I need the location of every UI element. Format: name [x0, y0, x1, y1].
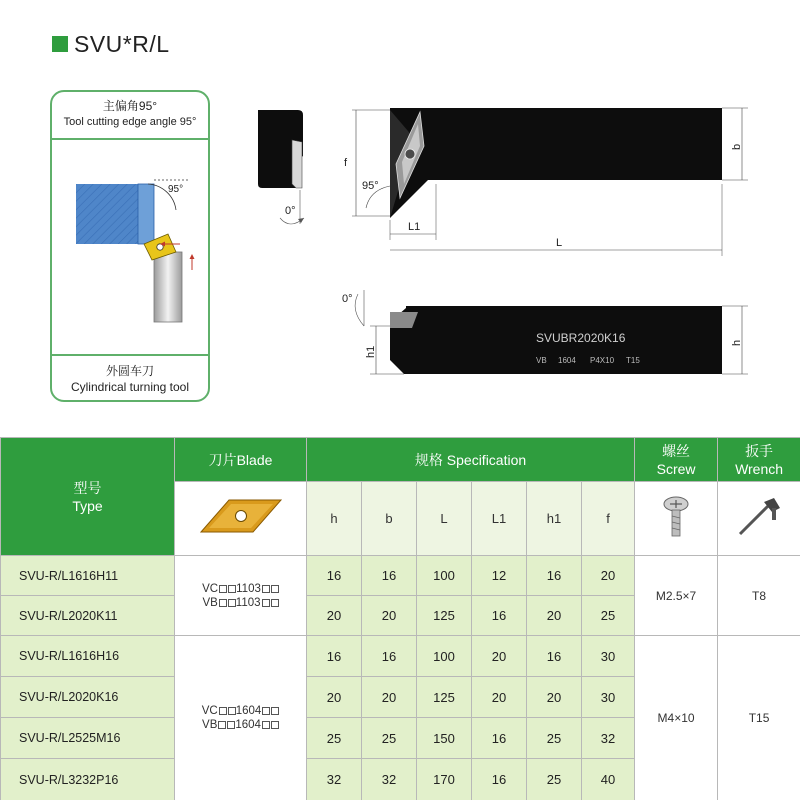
- cell-h: 16: [307, 556, 362, 596]
- wrench-icon: [734, 494, 784, 540]
- holder-engraving-screw: P4X10: [590, 356, 615, 365]
- angle-card: [50, 90, 210, 402]
- cell-f: 30: [582, 636, 635, 677]
- type-header-en: Type: [72, 497, 103, 514]
- technical-drawing: [240, 90, 770, 400]
- blade-header: 刀片Blade: [175, 438, 307, 482]
- dim-L-label: L: [556, 237, 563, 249]
- cell-h: 25: [307, 718, 362, 759]
- blade-vc-prefix: VC: [201, 705, 218, 717]
- cell-L: 125: [417, 596, 472, 636]
- cell-f: 25: [582, 596, 635, 636]
- cell-h1: 16: [527, 556, 582, 596]
- cell-f: 40: [582, 759, 635, 800]
- cell-f: 20: [582, 556, 635, 596]
- dim-header-L1: L1: [472, 482, 527, 556]
- cell-b: 16: [362, 636, 417, 677]
- side-angle-0-label: 0°: [342, 293, 353, 305]
- cell-h1: 25: [527, 759, 582, 800]
- row-type: SVU-R/L1616H16: [1, 636, 175, 677]
- cell-L: 100: [417, 556, 472, 596]
- cell-h1: 16: [527, 636, 582, 677]
- cell-b: 25: [362, 718, 417, 759]
- wrench-header: [718, 438, 800, 482]
- dim-header-f: f: [582, 482, 635, 556]
- blade-vb-code: 1103: [235, 596, 261, 609]
- cell-L: 170: [417, 759, 472, 800]
- holder-engraving-vb: VB: [536, 356, 547, 365]
- angle-label-en: Tool cutting edge angle 95°: [63, 116, 197, 128]
- cell-b: 20: [362, 677, 417, 718]
- cell-b: 20: [362, 596, 417, 636]
- title-text: SVU*R/L: [74, 30, 170, 57]
- spec-header: 规格 Specification: [307, 438, 635, 482]
- tool-type-cn: 外圆车刀: [105, 364, 154, 378]
- insert-icon: [195, 494, 287, 540]
- dim-h-label: h: [731, 339, 743, 346]
- cell-h1: 20: [527, 596, 582, 636]
- cell-h: 20: [307, 596, 362, 636]
- spec-table: [0, 437, 800, 800]
- holder-engraving: SVUBR2020K16: [536, 331, 626, 345]
- cell-b: 16: [362, 556, 417, 596]
- blade-vc-code: 1103: [236, 582, 261, 595]
- angle-card-footer: [52, 354, 208, 402]
- screw-group-2: M4×10: [635, 636, 718, 800]
- angle-95-label: 95°: [168, 184, 184, 195]
- cell-h1: 25: [527, 718, 582, 759]
- screw-image-cell: [635, 482, 718, 556]
- screw-icon: [656, 494, 696, 540]
- dim-b-label: b: [731, 143, 743, 150]
- row-type: SVU-R/L1616H11: [1, 556, 175, 596]
- holder-engraving-code: 1604: [558, 356, 576, 365]
- cell-L: 125: [417, 677, 472, 718]
- cell-h: 32: [307, 759, 362, 800]
- cell-L1: 20: [472, 636, 527, 677]
- row-type: SVU-R/L3232P16: [1, 759, 175, 800]
- cell-b: 32: [362, 759, 417, 800]
- cell-f: 32: [582, 718, 635, 759]
- type-header: [1, 438, 175, 556]
- cell-h: 20: [307, 677, 362, 718]
- wrench-group-1: T8: [718, 556, 800, 636]
- dim-f-label: f: [344, 157, 348, 169]
- blade-group-1: [175, 556, 307, 636]
- cell-h1: 20: [527, 677, 582, 718]
- top-view-holder-shape: [390, 108, 722, 218]
- cell-L1: 16: [472, 596, 527, 636]
- screw-group-1: M2.5×7: [635, 556, 718, 636]
- title-marker: [52, 36, 68, 52]
- table-row: [1, 556, 800, 596]
- page-title: [52, 30, 170, 58]
- dim-L1-label: L1: [408, 221, 421, 233]
- type-header-cn: 型号: [73, 479, 102, 496]
- drawing-angle-95-label: 95°: [362, 180, 379, 192]
- cell-L: 100: [417, 636, 472, 677]
- front-angle-0-label: 0°: [285, 205, 296, 217]
- cell-f: 30: [582, 677, 635, 718]
- blade-vc-prefix: VC: [202, 582, 219, 595]
- tool-type-en: Cylindrical turning tool: [70, 380, 190, 394]
- blade-line-vc: [175, 582, 306, 596]
- blade-vb-prefix: VB: [202, 596, 218, 609]
- row-type: SVU-R/L2020K11: [1, 596, 175, 636]
- turning-diagram: [52, 140, 210, 354]
- row-type: SVU-R/L2525M16: [1, 718, 175, 759]
- screw-header-cn: 螺丝: [662, 442, 691, 459]
- dim-h1-label: h1: [365, 345, 377, 358]
- blade-line-vb: [175, 718, 306, 732]
- screw-header-en: Screw: [656, 460, 696, 477]
- holder-engraving-wrench: T15: [626, 356, 640, 365]
- blade-vb-code: 1604: [235, 719, 261, 731]
- blade-line-vb: [175, 596, 306, 610]
- dim-header-h1: h1: [527, 482, 582, 556]
- cell-h: 16: [307, 636, 362, 677]
- screw-header: [635, 438, 718, 482]
- blade-group-2: [175, 636, 307, 800]
- wrench-group-2: T15: [718, 636, 800, 800]
- wrench-header-en: Wrench: [735, 460, 784, 477]
- blade-vc-code: 1604: [235, 705, 262, 717]
- dim-header-b: b: [362, 482, 417, 556]
- blade-line-vc: [175, 704, 306, 718]
- blade-image-cell: [175, 482, 307, 556]
- cell-L1: 12: [472, 556, 527, 596]
- cell-L: 150: [417, 718, 472, 759]
- dim-header-L: L: [417, 482, 472, 556]
- angle-card-header: [52, 92, 208, 138]
- feed-arrow-up-icon: [190, 254, 195, 259]
- table-row: [1, 636, 800, 677]
- wrench-header-cn: 扳手: [745, 442, 774, 459]
- cell-L1: 16: [472, 718, 527, 759]
- row-type: SVU-R/L2020K16: [1, 677, 175, 718]
- wrench-image-cell: [718, 482, 800, 556]
- angle-label-cn: 主偏角95°: [102, 99, 158, 113]
- dim-header-h: h: [307, 482, 362, 556]
- cell-L1: 20: [472, 677, 527, 718]
- blade-vb-prefix: VB: [202, 719, 218, 731]
- tool-shank-shape: [154, 252, 182, 322]
- cell-L1: 16: [472, 759, 527, 800]
